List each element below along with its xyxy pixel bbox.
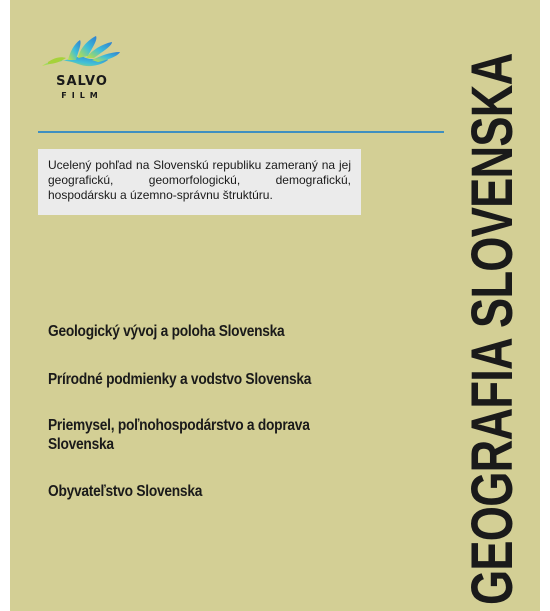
logo-text-salvo: SALVO [56, 74, 108, 89]
topic-item: Priemysel, poľnohospodárstvo a doprava Slovenska [48, 417, 310, 453]
description-box [38, 149, 361, 215]
topic-item: Geologický vývoj a poloha Slovenska [48, 323, 285, 340]
cover-title-text: GEOGRAFIA SLOVENSKA [460, 53, 525, 605]
topic-item: Obyvateľstvo Slovenska [48, 483, 203, 500]
salvo-film-logo [38, 30, 128, 110]
cover-title [457, 35, 529, 605]
topic-item: Prírodné podmienky a vodstvo Slovenska [48, 371, 312, 388]
hand-icon [38, 30, 128, 80]
description-text: Ucelený pohľad na Slovenskú republiku zameraný na jej geografickú, geomorfologickú, demografickú, hospodársku a územno-správnu štruktúru. [48, 158, 351, 202]
dvd-cover [10, 0, 540, 611]
logo-text-film: FILM [61, 91, 103, 100]
divider-line [38, 131, 444, 133]
